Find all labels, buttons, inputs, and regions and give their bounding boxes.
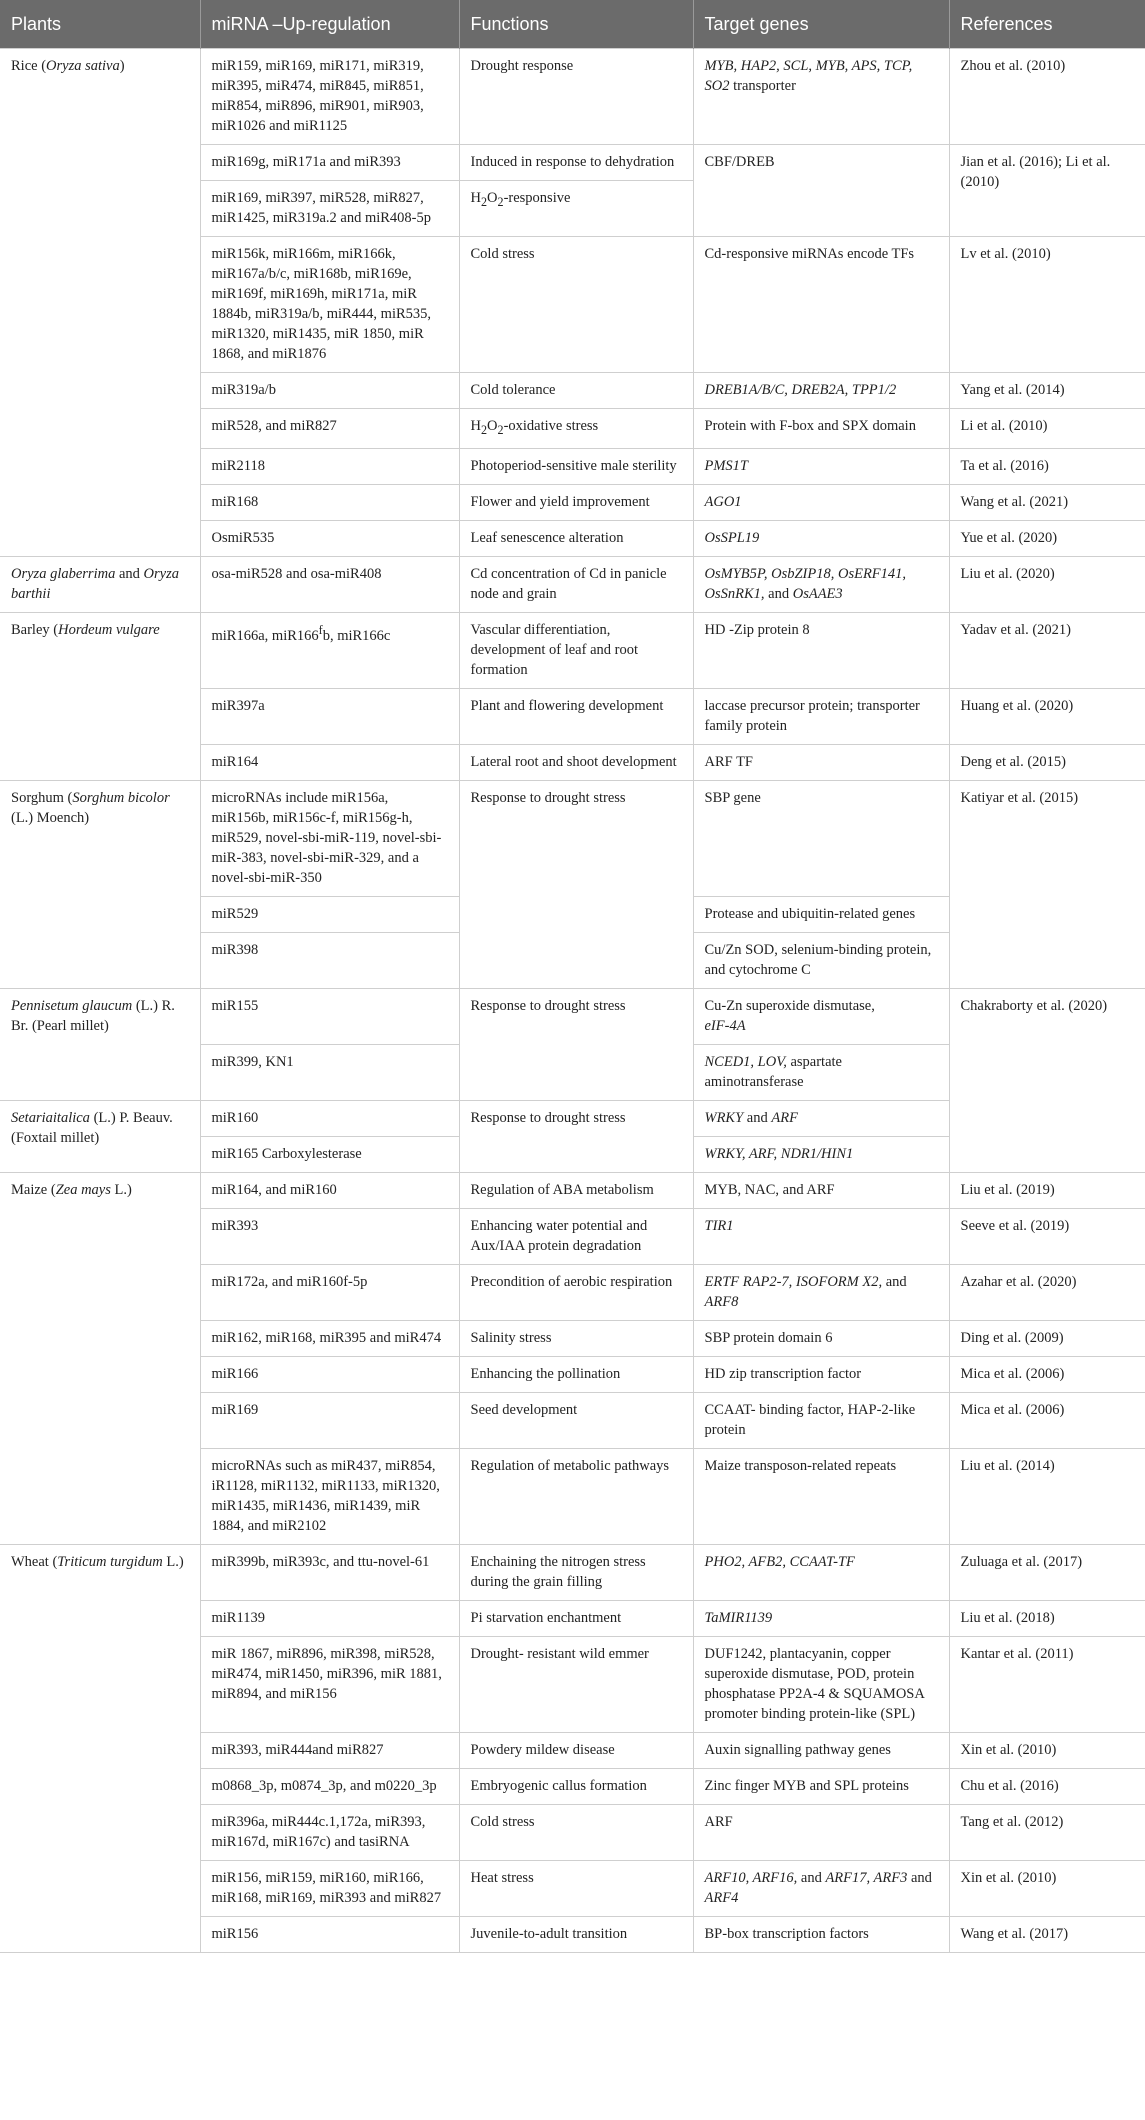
- target-cell: HD zip transcription factor: [693, 1356, 949, 1392]
- function-cell: Drought- resistant wild emmer: [459, 1636, 693, 1732]
- mirna-cell: miR172a, and miR160f-5p: [200, 1264, 459, 1320]
- function-cell: Drought response: [459, 49, 693, 145]
- reference-cell: Chakraborty et al. (2020): [949, 988, 1145, 1172]
- mirna-cell: miR2118: [200, 448, 459, 484]
- header-references: References: [949, 0, 1145, 49]
- function-cell: Response to drought stress: [459, 1100, 693, 1172]
- reference-cell: Wang et al. (2021): [949, 484, 1145, 520]
- mirna-cell: miR 1867, miR896, miR398, miR528, miR474, miR1450, miR396, miR 1881, miR894, and miR156: [200, 1636, 459, 1732]
- target-cell: CBF/DREB: [693, 145, 949, 237]
- target-cell: Zinc finger MYB and SPL proteins: [693, 1768, 949, 1804]
- function-cell: $H_2O_2$-responsive: [459, 181, 693, 237]
- reference-cell: Yue et al. (2020): [949, 520, 1145, 556]
- target-cell: Maize transposon-related repeats: [693, 1448, 949, 1544]
- plant-cell: Setariaitalica (L.) P. Beauv. (Foxtail millet): [0, 1100, 200, 1172]
- reference-cell: Liu et al. (2019): [949, 1172, 1145, 1208]
- reference-cell: Lv et al. (2010): [949, 237, 1145, 373]
- target-cell: Protein with F-box and SPX domain: [693, 409, 949, 449]
- plant-cell: Barley (Hordeum vulgare: [0, 612, 200, 780]
- table-row: [0, 1544, 1145, 1600]
- reference-cell: Katiyar et al. (2015): [949, 780, 1145, 988]
- plant-cell: Sorghum (Sorghum bicolor (L.) Moench): [0, 780, 200, 988]
- function-cell: Plant and flowering development: [459, 688, 693, 744]
- table-row: [0, 1172, 1145, 1208]
- mirna-cell: miR169, miR397, miR528, miR827, miR1425, miR319a.2 and miR408-5p: [200, 181, 459, 237]
- mirna-cell: miR156k, miR166m, miR166k, miR167a/b/c, miR168b, miR169e, miR169f, miR169h, miR171a, miR 1884b, miR319a/b, miR444, miR535, miR1320, miR1435, miR 1850, miR 1868, and miR1876: [200, 237, 459, 373]
- function-cell: Regulation of ABA metabolism: [459, 1172, 693, 1208]
- table-row: [0, 780, 1145, 896]
- reference-cell: Ding et al. (2009): [949, 1320, 1145, 1356]
- mirna-cell: miR169g, miR171a and miR393: [200, 145, 459, 181]
- mirna-cell: microRNAs such as miR437, miR854, iR1128, miR1132, miR1133, miR1320, miR1435, miR1436, miR1439, miR 1884, and miR2102: [200, 1448, 459, 1544]
- function-cell: Heat stress: [459, 1860, 693, 1916]
- reference-cell: Yang et al. (2014): [949, 373, 1145, 409]
- target-cell: NCED1, LOV, aspartate aminotransferase: [693, 1044, 949, 1100]
- plant-cell: Pennisetum glaucum (L.) R. Br. (Pearl millet): [0, 988, 200, 1100]
- target-cell: BP-box transcription factors: [693, 1916, 949, 1952]
- mirna-cell: miR396a, miR444c.1,172a, miR393, miR167d, miR167c) and tasiRNA: [200, 1804, 459, 1860]
- target-cell: SBP protein domain 6: [693, 1320, 949, 1356]
- reference-cell: Xin et al. (2010): [949, 1860, 1145, 1916]
- mirna-cell: miR155: [200, 988, 459, 1044]
- reference-cell: Seeve et al. (2019): [949, 1208, 1145, 1264]
- reference-cell: Li et al. (2010): [949, 409, 1145, 449]
- mirna-cell: miR398: [200, 932, 459, 988]
- function-cell: Cold stress: [459, 237, 693, 373]
- function-cell: Regulation of metabolic pathways: [459, 1448, 693, 1544]
- plant-cell: Rice (Oryza sativa): [0, 49, 200, 557]
- function-cell: Cd concentration of Cd in panicle node and grain: [459, 556, 693, 612]
- mirna-cell: miR399, KN1: [200, 1044, 459, 1100]
- target-cell: CCAAT- binding factor, HAP-2-like protein: [693, 1392, 949, 1448]
- plant-cell: Maize (Zea mays L.): [0, 1172, 200, 1544]
- mirna-cell: miR399b, miR393c, and ttu-novel-61: [200, 1544, 459, 1600]
- reference-cell: Mica et al. (2006): [949, 1392, 1145, 1448]
- function-cell: Enhancing water potential and Aux/IAA protein degradation: [459, 1208, 693, 1264]
- function-cell: Vascular differentiation, development of leaf and root formation: [459, 612, 693, 688]
- target-cell: OsSPL19: [693, 520, 949, 556]
- reference-cell: Liu et al. (2018): [949, 1600, 1145, 1636]
- mirna-cell: m0868_3p, m0874_3p, and m0220_3p: [200, 1768, 459, 1804]
- reference-cell: Azahar et al. (2020): [949, 1264, 1145, 1320]
- target-cell: PMS1T: [693, 448, 949, 484]
- mirna-cell: miR168: [200, 484, 459, 520]
- mirna-cell: miR397a: [200, 688, 459, 744]
- mirna-cell: miR164, and miR160: [200, 1172, 459, 1208]
- table-row: [0, 556, 1145, 612]
- function-cell: Response to drought stress: [459, 988, 693, 1100]
- header-target-genes: Target genes: [693, 0, 949, 49]
- target-cell: TaMIR1139: [693, 1600, 949, 1636]
- mirna-cell: miR159, miR169, miR171, miR319, miR395, miR474, miR845, miR851, miR854, miR896, miR901, miR903, miR1026 and miR1125: [200, 49, 459, 145]
- mirna-cell: miR166a, miR166$^f$b, miR166c: [200, 612, 459, 688]
- mirna-cell: miR528, and miR827: [200, 409, 459, 449]
- header-plants: Plants: [0, 0, 200, 49]
- target-cell: ARF10, ARF16, and ARF17, ARF3 and ARF4: [693, 1860, 949, 1916]
- reference-cell: Mica et al. (2006): [949, 1356, 1145, 1392]
- mirna-cell: OsmiR535: [200, 520, 459, 556]
- reference-cell: Wang et al. (2017): [949, 1916, 1145, 1952]
- reference-cell: Kantar et al. (2011): [949, 1636, 1145, 1732]
- function-cell: Precondition of aerobic respiration: [459, 1264, 693, 1320]
- function-cell: Cold tolerance: [459, 373, 693, 409]
- reference-cell: Ta et al. (2016): [949, 448, 1145, 484]
- target-cell: WRKY and ARF: [693, 1100, 949, 1136]
- target-cell: DREB1A/B/C, DREB2A, TPP1/2: [693, 373, 949, 409]
- function-cell: Salinity stress: [459, 1320, 693, 1356]
- target-cell: ARF: [693, 1804, 949, 1860]
- target-cell: SBP gene: [693, 780, 949, 896]
- target-cell: PHO2, AFB2, CCAAT-TF: [693, 1544, 949, 1600]
- reference-cell: Xin et al. (2010): [949, 1732, 1145, 1768]
- target-cell: HD -Zip protein 8: [693, 612, 949, 688]
- plant-cell: Wheat (Triticum turgidum L.): [0, 1544, 200, 1952]
- target-cell: laccase precursor protein; transporter family protein: [693, 688, 949, 744]
- function-cell: Photoperiod-sensitive male sterility: [459, 448, 693, 484]
- reference-cell: Jian et al. (2016); Li et al. (2010): [949, 145, 1145, 237]
- function-cell: Seed development: [459, 1392, 693, 1448]
- table-row: [0, 612, 1145, 688]
- function-cell: Lateral root and shoot development: [459, 744, 693, 780]
- target-cell: ARF TF: [693, 744, 949, 780]
- mirna-cell: miR393, miR444and miR827: [200, 1732, 459, 1768]
- function-cell: Flower and yield improvement: [459, 484, 693, 520]
- mirna-cell: osa-miR528 and osa-miR408: [200, 556, 459, 612]
- function-cell: Response to drought stress: [459, 780, 693, 988]
- reference-cell: Yadav et al. (2021): [949, 612, 1145, 688]
- mirna-cell: miR164: [200, 744, 459, 780]
- mirna-cell: miR166: [200, 1356, 459, 1392]
- function-cell: Pi starvation enchantment: [459, 1600, 693, 1636]
- target-cell: Protease and ubiquitin-related genes: [693, 896, 949, 932]
- reference-cell: Chu et al. (2016): [949, 1768, 1145, 1804]
- function-cell: Induced in response to dehydration: [459, 145, 693, 181]
- reference-cell: Tang et al. (2012): [949, 1804, 1145, 1860]
- target-cell: WRKY, ARF, NDR1/HIN1: [693, 1136, 949, 1172]
- function-cell: Juvenile-to-adult transition: [459, 1916, 693, 1952]
- mirna-cell: miR1139: [200, 1600, 459, 1636]
- table-row: [0, 988, 1145, 1044]
- mirna-cell: miR165 Carboxylesterase: [200, 1136, 459, 1172]
- header-row: [0, 0, 1145, 49]
- function-cell: Enhancing the pollination: [459, 1356, 693, 1392]
- target-cell: TIR1: [693, 1208, 949, 1264]
- reference-cell: Zuluaga et al. (2017): [949, 1544, 1145, 1600]
- reference-cell: Liu et al. (2020): [949, 556, 1145, 612]
- function-cell: Enchaining the nitrogen stress during the grain filling: [459, 1544, 693, 1600]
- table-row: [0, 49, 1145, 145]
- target-cell: MYB, NAC, and ARF: [693, 1172, 949, 1208]
- mirna-cell: miR162, miR168, miR395 and miR474: [200, 1320, 459, 1356]
- target-cell: Cu/Zn SOD, selenium-binding protein, and cytochrome C: [693, 932, 949, 988]
- mirna-cell: miR160: [200, 1100, 459, 1136]
- target-cell: ERTF RAP2-7, ISOFORM X2, and ARF8: [693, 1264, 949, 1320]
- mirna-cell: miR156, miR159, miR160, miR166, miR168, miR169, miR393 and miR827: [200, 1860, 459, 1916]
- reference-cell: Huang et al. (2020): [949, 688, 1145, 744]
- target-cell: MYB, HAP2, SCL, MYB, APS, TCP, SO2 transporter: [693, 49, 949, 145]
- target-cell: DUF1242, plantacyanin, copper superoxide dismutase, POD, protein phosphatase PP2A-4 & SQUAMOSA promoter binding protein-like (SPL): [693, 1636, 949, 1732]
- header-functions: Functions: [459, 0, 693, 49]
- function-cell: Cold stress: [459, 1804, 693, 1860]
- reference-cell: Zhou et al. (2010): [949, 49, 1145, 145]
- function-cell: $H_2O_2$-oxidative stress: [459, 409, 693, 449]
- reference-cell: Liu et al. (2014): [949, 1448, 1145, 1544]
- plant-cell: Oryza glaberrima and Oryza barthii: [0, 556, 200, 612]
- mirna-cell: miR156: [200, 1916, 459, 1952]
- function-cell: Powdery mildew disease: [459, 1732, 693, 1768]
- target-cell: Auxin signalling pathway genes: [693, 1732, 949, 1768]
- target-cell: Cu-Zn superoxide dismutase, eIF-4A: [693, 988, 949, 1044]
- function-cell: Embryogenic callus formation: [459, 1768, 693, 1804]
- target-cell: Cd-responsive miRNAs encode TFs: [693, 237, 949, 373]
- function-cell: Leaf senescence alteration: [459, 520, 693, 556]
- target-cell: OsMYB5P, OsbZIP18, OsERF141, OsSnRK1, and OsAAE3: [693, 556, 949, 612]
- mirna-cell: miR529: [200, 896, 459, 932]
- target-cell: AGO1: [693, 484, 949, 520]
- mirna-cell: miR169: [200, 1392, 459, 1448]
- mirna-cell: microRNAs include miR156a, miR156b, miR156c-f, miR156g-h, miR529, novel-sbi-miR-119, novel-sbi-miR-383, novel-sbi-miR-329, and a novel-sbi-miR-350: [200, 780, 459, 896]
- mirna-cell: miR319a/b: [200, 373, 459, 409]
- mirna-cell: miR393: [200, 1208, 459, 1264]
- reference-cell: Deng et al. (2015): [949, 744, 1145, 780]
- header-mirna: miRNA –Up-regulation: [200, 0, 459, 49]
